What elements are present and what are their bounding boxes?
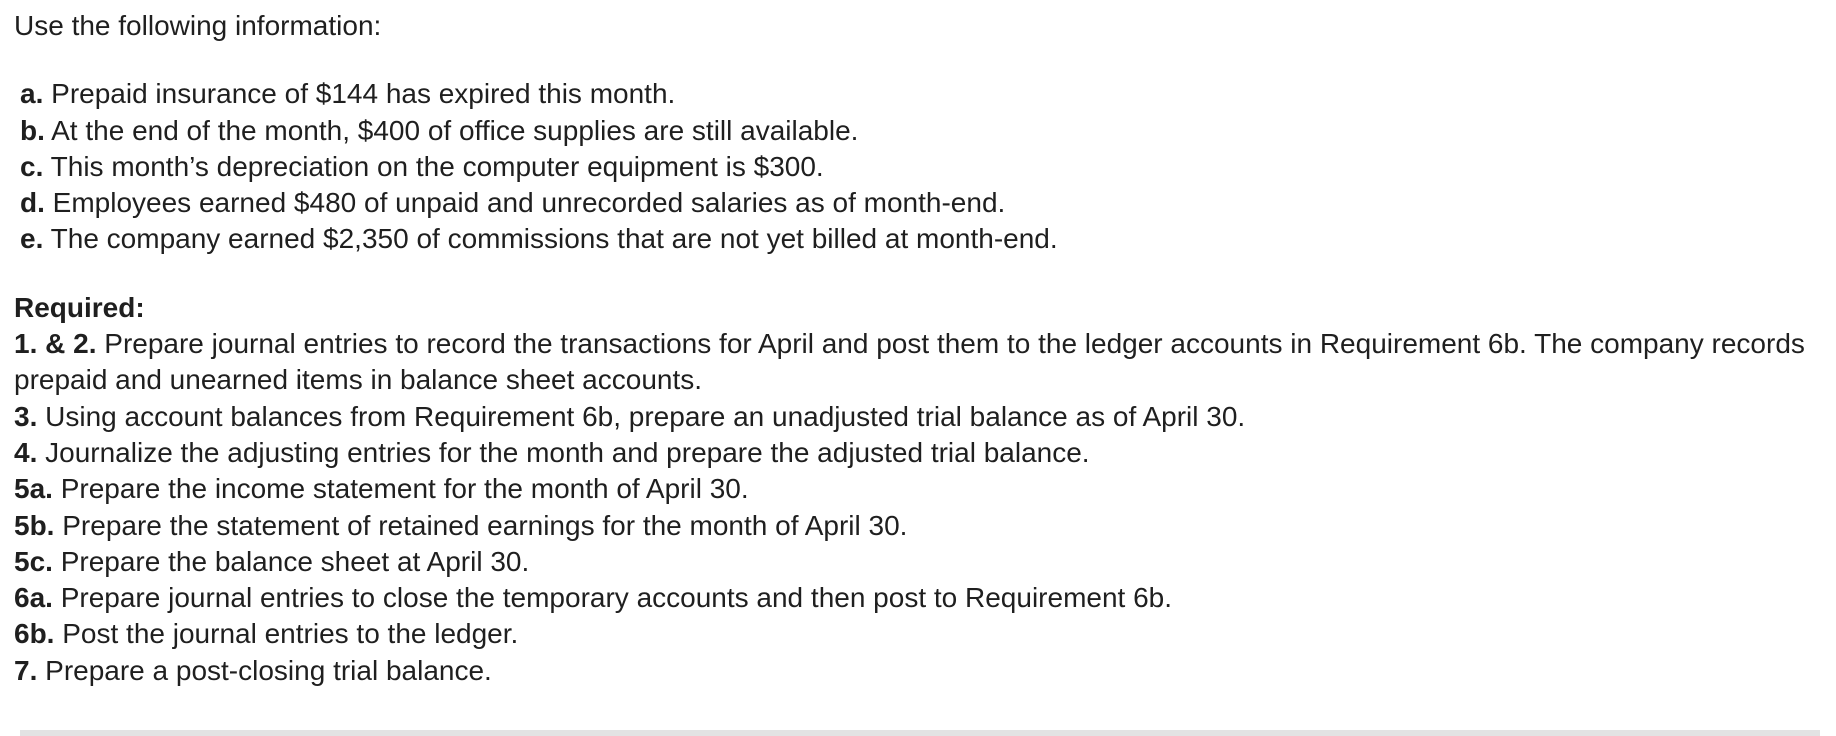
- required-item-5a: [14, 471, 1824, 507]
- required-label: 5c.: [14, 545, 53, 577]
- required-item-1-2: [14, 326, 1824, 399]
- required-text: Journalize the adjusting entries for the month and prepare the adjusted trial balance.: [45, 436, 1090, 468]
- required-item-7: [14, 653, 1824, 689]
- required-label: 1. & 2.: [14, 328, 97, 360]
- info-label: d.: [20, 187, 45, 219]
- info-label: c.: [20, 150, 44, 182]
- info-text: At the end of the month, $400 of office supplies are still available.: [51, 114, 859, 146]
- required-label: 7.: [14, 654, 38, 686]
- info-item-c: [20, 149, 1824, 185]
- required-text: Prepare journal entries to close the temporary accounts and then post to Requirement 6b.: [60, 582, 1173, 614]
- required-label: 3.: [14, 400, 38, 432]
- required-text: Prepare a post-closing trial balance.: [45, 654, 492, 686]
- required-text: Prepare the statement of retained earnings for the month of April 30.: [62, 509, 908, 541]
- info-item-d: [20, 185, 1824, 221]
- spacer: [14, 44, 1824, 76]
- info-item-a: [20, 76, 1824, 112]
- info-item-e: [20, 221, 1824, 257]
- required-label: 5b.: [14, 509, 55, 541]
- info-label: e.: [20, 223, 44, 255]
- bottom-divider: [20, 730, 1820, 736]
- required-item-5b: [14, 508, 1824, 544]
- required-label: 4.: [14, 436, 38, 468]
- information-list: [14, 76, 1824, 257]
- info-text: The company earned $2,350 of commissions that are not yet billed at month-end.: [50, 223, 1058, 255]
- required-label: 5a.: [14, 473, 53, 505]
- required-item-6a: [14, 580, 1824, 616]
- required-text: Post the journal entries to the ledger.: [62, 618, 519, 650]
- required-text: Prepare the income statement for the month of April 30.: [60, 473, 749, 505]
- info-item-b: [20, 113, 1824, 149]
- required-item-6b: [14, 616, 1824, 652]
- required-label: 6a.: [14, 582, 53, 614]
- required-text: Prepare the balance sheet at April 30.: [60, 545, 530, 577]
- required-item-4: [14, 435, 1824, 471]
- required-heading: Required:: [14, 291, 145, 323]
- required-list: [14, 326, 1824, 689]
- required-item-3: [14, 399, 1824, 435]
- info-label: b.: [20, 114, 45, 146]
- required-label: 6b.: [14, 618, 55, 650]
- info-label: a.: [20, 78, 44, 110]
- intro-text: Use the following information:: [14, 10, 382, 41]
- required-text: Using account balances from Requirement 6b, prepare an unadjusted trial balance as of April 30.: [45, 400, 1246, 432]
- spacer: [14, 258, 1824, 290]
- info-text: Employees earned $480 of unpaid and unrecorded salaries as of month-end.: [52, 187, 1006, 219]
- required-item-5c: [14, 544, 1824, 580]
- required-text: Prepare journal entries to record the transactions for April and post them to the ledger accounts in Requirement 6b. The company records prepaid and unearned items in balance sheet accounts.: [14, 328, 1805, 396]
- info-text: Prepaid insurance of $144 has expired this month.: [51, 78, 676, 110]
- problem-document: [14, 8, 1824, 689]
- info-text: This month’s depreciation on the computer equipment is $300.: [50, 150, 824, 182]
